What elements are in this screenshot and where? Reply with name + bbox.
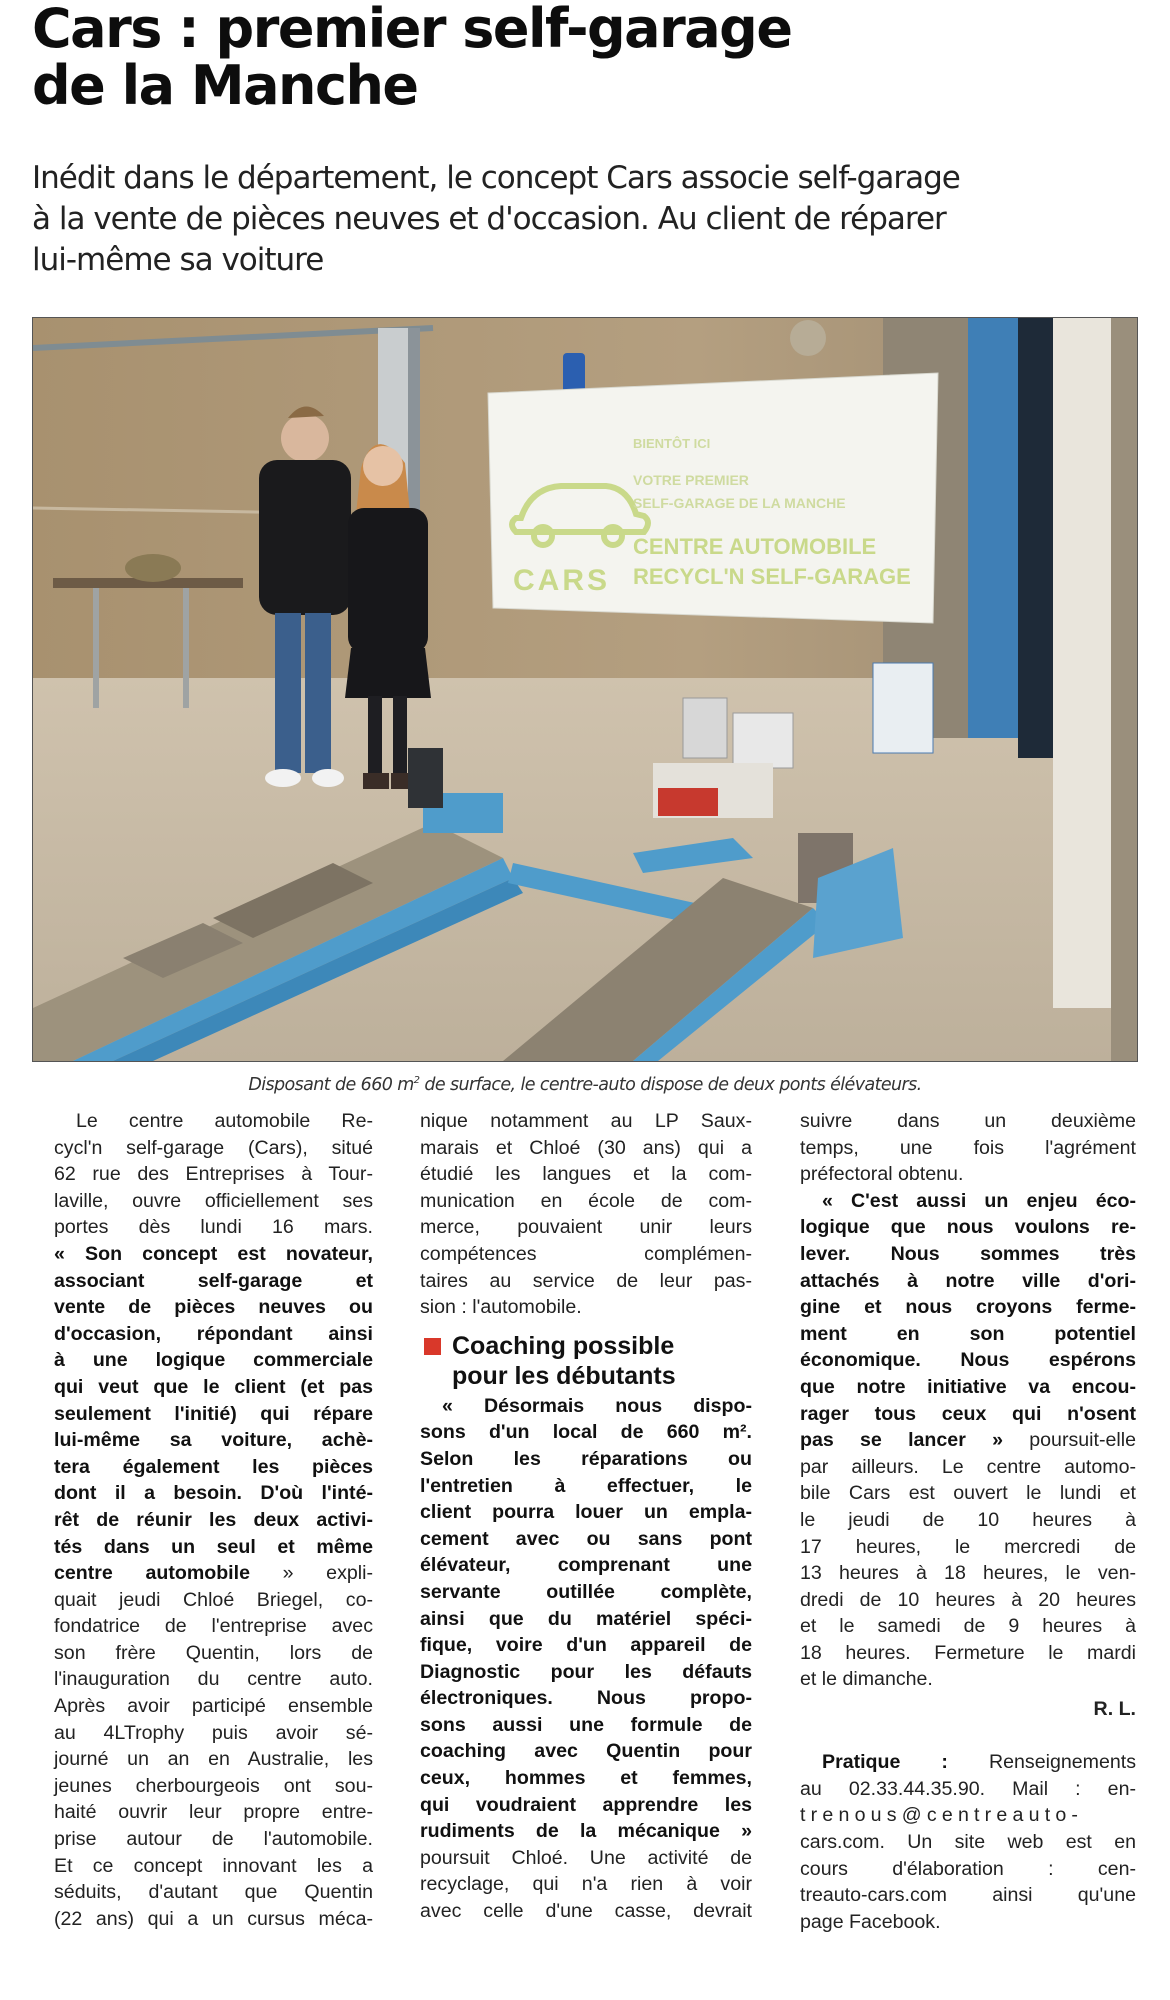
- article-photo: [32, 317, 1138, 1062]
- quote-line: coaching avec Quentin pour: [420, 1740, 752, 1763]
- quote-line: élévateur, comprenant une: [420, 1554, 752, 1577]
- banner-line-4: CENTRE AUTOMOBILE: [633, 534, 877, 559]
- body-line: dredi de 10 heures à 20 heures: [800, 1588, 1136, 1611]
- quote-line: cement avec ou sans pont: [420, 1527, 752, 1550]
- body-fragment: » expli-: [282, 1562, 373, 1585]
- quote-line: « Désormais nous dispo-: [442, 1394, 752, 1417]
- caption-superscript: 2: [413, 1075, 420, 1087]
- photo-caption: [32, 1075, 1138, 1095]
- body-line: portes dès lundi 16 mars.: [54, 1216, 373, 1239]
- quote-line: « Son concept est novateur,: [54, 1242, 373, 1265]
- quote-line: lever. Nous sommes très: [800, 1242, 1136, 1265]
- body-line: sion : l'automobile.: [420, 1296, 582, 1319]
- pratique-line: treauto-cars.com ainsi qu'une: [800, 1884, 1136, 1907]
- body-line: 62 rue des Entreprises à Tour-: [54, 1163, 373, 1186]
- pratique-line: [800, 1749, 1136, 1776]
- headline-line-1: Cars : premier self-garage: [32, 0, 792, 60]
- quote-line: Selon les réparations ou: [420, 1447, 752, 1470]
- quote-line: client pourra louer un empla-: [420, 1501, 752, 1524]
- body-line: munication en école de com-: [420, 1189, 752, 1212]
- quote-line: sons aussi une formule de: [420, 1713, 752, 1736]
- headline-line-2: de la Manche: [32, 54, 418, 117]
- quote-line: rager tous ceux qui n'osent: [800, 1402, 1136, 1425]
- article-deck: [32, 158, 1142, 281]
- body-line: jeunes cherbourgeois ont sou-: [54, 1774, 373, 1797]
- body-line: prise autour de l'automobile.: [54, 1828, 373, 1851]
- quote-line: seulement l'initié) qui répare: [54, 1402, 373, 1425]
- body-line: (22 ans) qui a un cursus méca-: [54, 1907, 373, 1930]
- pratique-line: au 02.33.44.35.90. Mail : en-: [800, 1777, 1136, 1800]
- pratique-line: cours d'élaboration : cen-: [800, 1857, 1136, 1880]
- body-line: haité ouvrir leur propre entre-: [54, 1801, 373, 1824]
- article-column-right: [800, 1108, 1136, 1935]
- deck-line-2: à la vente de pièces neuves et d'occasion. Au client de réparer: [32, 201, 946, 237]
- caption-text-before: Disposant de 660 m: [248, 1075, 414, 1095]
- body-fragment: poursuit-elle: [1003, 1429, 1137, 1452]
- subhead-line-2: pour les débutants: [452, 1361, 676, 1390]
- quote-line: tés dans un seul et même: [54, 1535, 373, 1558]
- body-line: cycl'n self-garage (Cars), situé: [54, 1136, 373, 1159]
- body-line: séduits, d'autant que Quentin: [54, 1881, 373, 1904]
- cars-banner: [488, 373, 938, 623]
- quote-line: électroniques. Nous propo-: [420, 1687, 752, 1710]
- quote-line: rudiments de la mécanique »: [420, 1820, 752, 1843]
- body-line: fondatrice de l'entreprise avec: [54, 1615, 373, 1638]
- quote-line: rêt de réunir les deux activi-: [54, 1508, 373, 1531]
- banner-line-3: SELF-GARAGE DE LA MANCHE: [633, 495, 846, 511]
- quote-fragment: pas se lancer »: [800, 1429, 1003, 1452]
- body-line: taires au service de leur pas-: [420, 1269, 752, 1292]
- quote-line: l'entretien à effectuer, le: [420, 1474, 752, 1497]
- quote-line: ainsi que du matériel spéci-: [420, 1607, 752, 1630]
- quote-line: tera également les pièces: [54, 1455, 373, 1478]
- quote-line: logique que nous voulons re-: [800, 1216, 1136, 1239]
- body-line: 17 heures, le mercredi de: [800, 1535, 1136, 1558]
- banner-line-5: RECYCL'N SELF-GARAGE: [633, 564, 911, 589]
- deck-line-3: lui-même sa voiture: [32, 242, 324, 278]
- pratique-email-line: trenous@centreauto-: [800, 1804, 1084, 1827]
- body-line: au 4LTrophy puis avoir sé-: [54, 1721, 373, 1744]
- body-line: bile Cars est ouvert le lundi et: [800, 1482, 1136, 1505]
- quote-line: associant self-garage et: [54, 1269, 373, 1292]
- body-line: Et ce concept innovant les a: [54, 1854, 373, 1877]
- quote-line: Diagnostic pour les défauts: [420, 1660, 752, 1683]
- quote-line: lui-même sa voiture, achè-: [54, 1429, 373, 1452]
- quote-line: à une logique commerciale: [54, 1349, 373, 1372]
- body-line: recyclage, qui n'a rien à voir: [420, 1873, 752, 1896]
- quote-line: sons d'un local de 660 m².: [420, 1421, 752, 1444]
- body-line: Le centre automobile Re-: [76, 1110, 373, 1132]
- article-column-left: [54, 1108, 373, 1932]
- body-line: étudié les langues et la com-: [420, 1163, 752, 1186]
- body-line: Après avoir participé ensemble: [54, 1695, 373, 1718]
- subhead-line-1: Coaching possible: [452, 1331, 675, 1360]
- body-line: le jeudi de 10 heures à: [800, 1508, 1136, 1531]
- quote-line: économique. Nous espérons: [800, 1349, 1136, 1372]
- body-line: temps, une fois l'agrément: [800, 1136, 1136, 1159]
- body-line: 13 heures à 18 heures, le ven-: [800, 1562, 1136, 1585]
- caption-text-after: de surface, le centre-auto dispose de deux ponts élévateurs.: [419, 1075, 922, 1095]
- quote-line: que notre initiative va encou-: [800, 1375, 1136, 1398]
- article-column-middle: [420, 1108, 752, 1925]
- body-line: marais et Chloé (30 ans) qui a: [420, 1136, 752, 1159]
- quote-line: ceux, hommes et femmes,: [420, 1767, 752, 1790]
- pillar: [1053, 318, 1111, 1008]
- body-line: 18 heures. Fermeture le mardi: [800, 1641, 1136, 1664]
- body-line: compétences complémen-: [420, 1242, 752, 1265]
- quote-line: dont il a besoin. D'où l'inté-: [54, 1482, 373, 1505]
- quote-line: qui voudraient apprendre les: [420, 1793, 752, 1816]
- subhead-marker-square: [424, 1338, 441, 1355]
- body-line: l'inauguration du centre auto.: [54, 1668, 373, 1691]
- section-subhead: [420, 1331, 752, 1391]
- author-signature: R. L.: [1093, 1698, 1136, 1721]
- mixed-line: [800, 1427, 1136, 1454]
- quote-line: d'occasion, répondant ainsi: [54, 1322, 373, 1345]
- spacer: [800, 1723, 1136, 1750]
- quote-line: servante outillée complète,: [420, 1580, 752, 1603]
- body-line: son frère Quentin, lors de: [54, 1641, 373, 1664]
- body-line: et le samedi de 9 heures à: [800, 1615, 1136, 1638]
- quote-line: gine et nous croyons ferme-: [800, 1296, 1136, 1319]
- body-line: laville, ouvre officiellement ses: [54, 1189, 373, 1212]
- quote-line: vente de pièces neuves ou: [54, 1296, 373, 1319]
- mixed-line: [54, 1560, 373, 1587]
- quote-line: ment en son potentiel: [800, 1322, 1136, 1345]
- body-line: préfectoral obtenu.: [800, 1163, 964, 1186]
- banner-line-2: VOTRE PREMIER: [633, 472, 749, 488]
- body-line: nique notamment au LP Saux-: [420, 1110, 752, 1132]
- garage-photo-illustration: [33, 318, 1137, 1061]
- quote-line: qui veut que le client (et pas: [54, 1375, 373, 1398]
- pratique-label: Pratique :: [822, 1751, 948, 1774]
- pratique-line: page Facebook.: [800, 1910, 941, 1933]
- quote-fragment: centre automobile: [54, 1562, 250, 1585]
- deck-line-1: Inédit dans le département, le concept Cars associe self-garage: [32, 160, 960, 196]
- banner-logo: CARS: [513, 564, 611, 597]
- body-line: suivre dans un deuxième: [800, 1110, 1136, 1132]
- body-line: journé un an en Australie, les: [54, 1748, 373, 1771]
- quote-line: « C'est aussi un enjeu éco-: [822, 1189, 1136, 1212]
- pratique-text: Renseignements: [947, 1751, 1136, 1774]
- banner-line-1: BIENTÔT ICI: [633, 436, 711, 451]
- pratique-line: cars.com. Un site web est en: [800, 1831, 1136, 1854]
- body-line: quait jeudi Chloé Briegel, co-: [54, 1588, 373, 1611]
- body-line: par ailleurs. Le centre automo-: [800, 1455, 1136, 1478]
- article-headline: [32, 0, 1142, 117]
- quote-line: attachés à notre ville d'ori-: [800, 1269, 1136, 1292]
- body-line: poursuit Chloé. Une activité de: [420, 1846, 752, 1869]
- body-line: avec celle d'une casse, devrait: [420, 1900, 752, 1923]
- quote-line: fique, voire d'un appareil de: [420, 1634, 752, 1657]
- body-line: et le dimanche.: [800, 1668, 933, 1691]
- body-line: merce, pouvaient unir leurs: [420, 1216, 752, 1239]
